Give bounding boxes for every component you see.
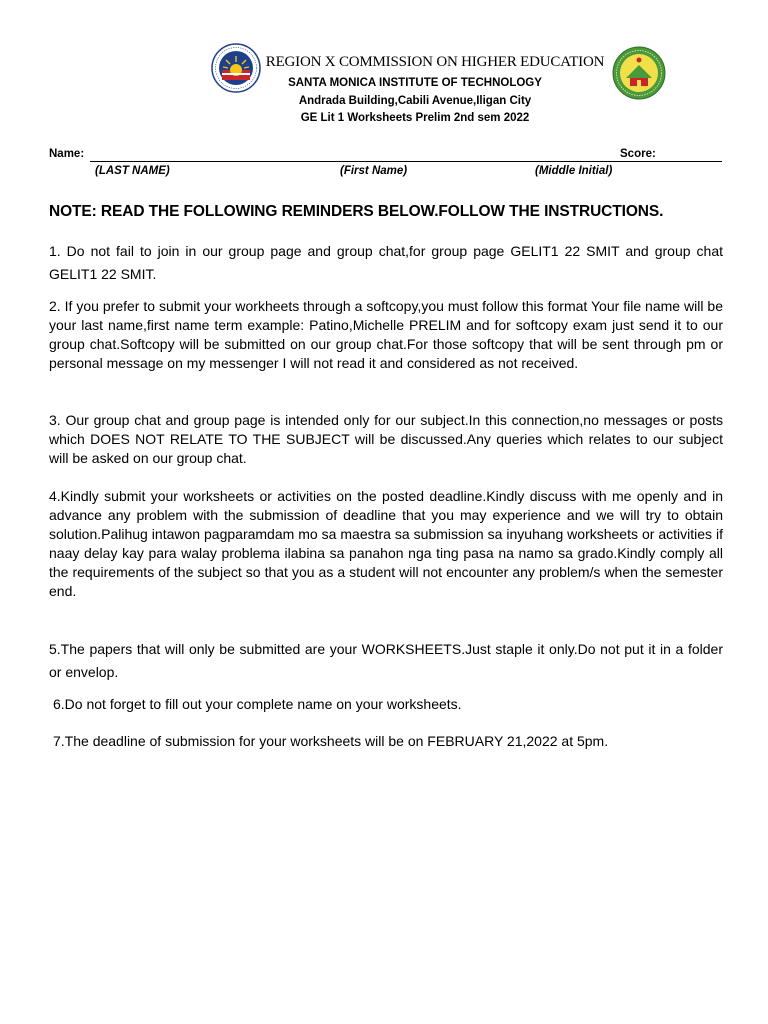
reminder-7: 7.The deadline of submission for your worksheets will be on FEBRUARY 21,2022 at 5pm. xyxy=(53,733,609,749)
name-label: Name: xyxy=(49,148,85,160)
reminder-1: 1. Do not fail to join in our group page and group chat,for group page GELIT1 22 SMIT and group chat GELIT1 22 SMIT. xyxy=(49,243,723,282)
reminder-4: 4.Kindly submit your worksheets or activities on the posted deadline.Kindly discuss with me openly and in advance any problem with the submission of deadline that you may experience and we will try to obtain solution.Palihug intawon pagparamdam mo sa maestra sa submission sa inyuhang worksheets or activities if naay delay kay para walay problema ilabina sa panahon nga ting pasa na namo sa grado.Kindly comply all the requirements of the subject so that you as a student will not encounter any problem/s when the semester end. xyxy=(49,488,723,599)
institution-name: SANTA MONICA INSTITUTE OF TECHNOLOGY xyxy=(288,77,542,89)
score-field[interactable] xyxy=(659,161,722,162)
reminder-6: 6.Do not forget to fill out your complete name on your worksheets. xyxy=(53,696,462,712)
reminder-5: 5.The papers that will only be submitted are your WORKSHEETS.Just staple it only.Do not put it in a folder or envelop. xyxy=(49,641,723,680)
note-heading: NOTE: READ THE FOLLOWING REMINDERS BELOW.FOLLOW THE INSTRUCTIONS. xyxy=(49,203,664,220)
worksheet-title: GE Lit 1 Worksheets Prelim 2nd sem 2022 xyxy=(300,112,530,124)
name-field[interactable] xyxy=(90,161,665,162)
institution-address: Andrada Building,Cabili Avenue,Iligan City xyxy=(298,95,532,107)
middle-initial-caption: (Middle Initial) xyxy=(535,165,613,177)
last-name-caption: (LAST NAME) xyxy=(95,165,170,177)
header-title: REGION X COMMISSION ON HIGHER EDUCATION xyxy=(265,54,605,70)
reminder-3: 3. Our group chat and group page is intended only for our subject.In this connection,no messages or posts which DOES NOT RELATE TO THE SUBJECT will be discussed.Any queries which relates to our subject will be asked on our group chat. xyxy=(49,412,723,466)
first-name-caption: (First Name) xyxy=(340,165,408,177)
name-row xyxy=(49,148,729,166)
reminder-2: 2. If you prefer to submit your workheets through a softcopy,you must follow this format Your file name will be your last name,first name term example: Patino,Michelle PRELIM and for softcopy exam just send it to our group chat.Softcopy will be submitted on our group chat.For those softcopy that will be sent through pm or personal message on my messenger I will not read it and considered as not received. xyxy=(49,298,723,371)
score-label: Score: xyxy=(620,148,656,160)
